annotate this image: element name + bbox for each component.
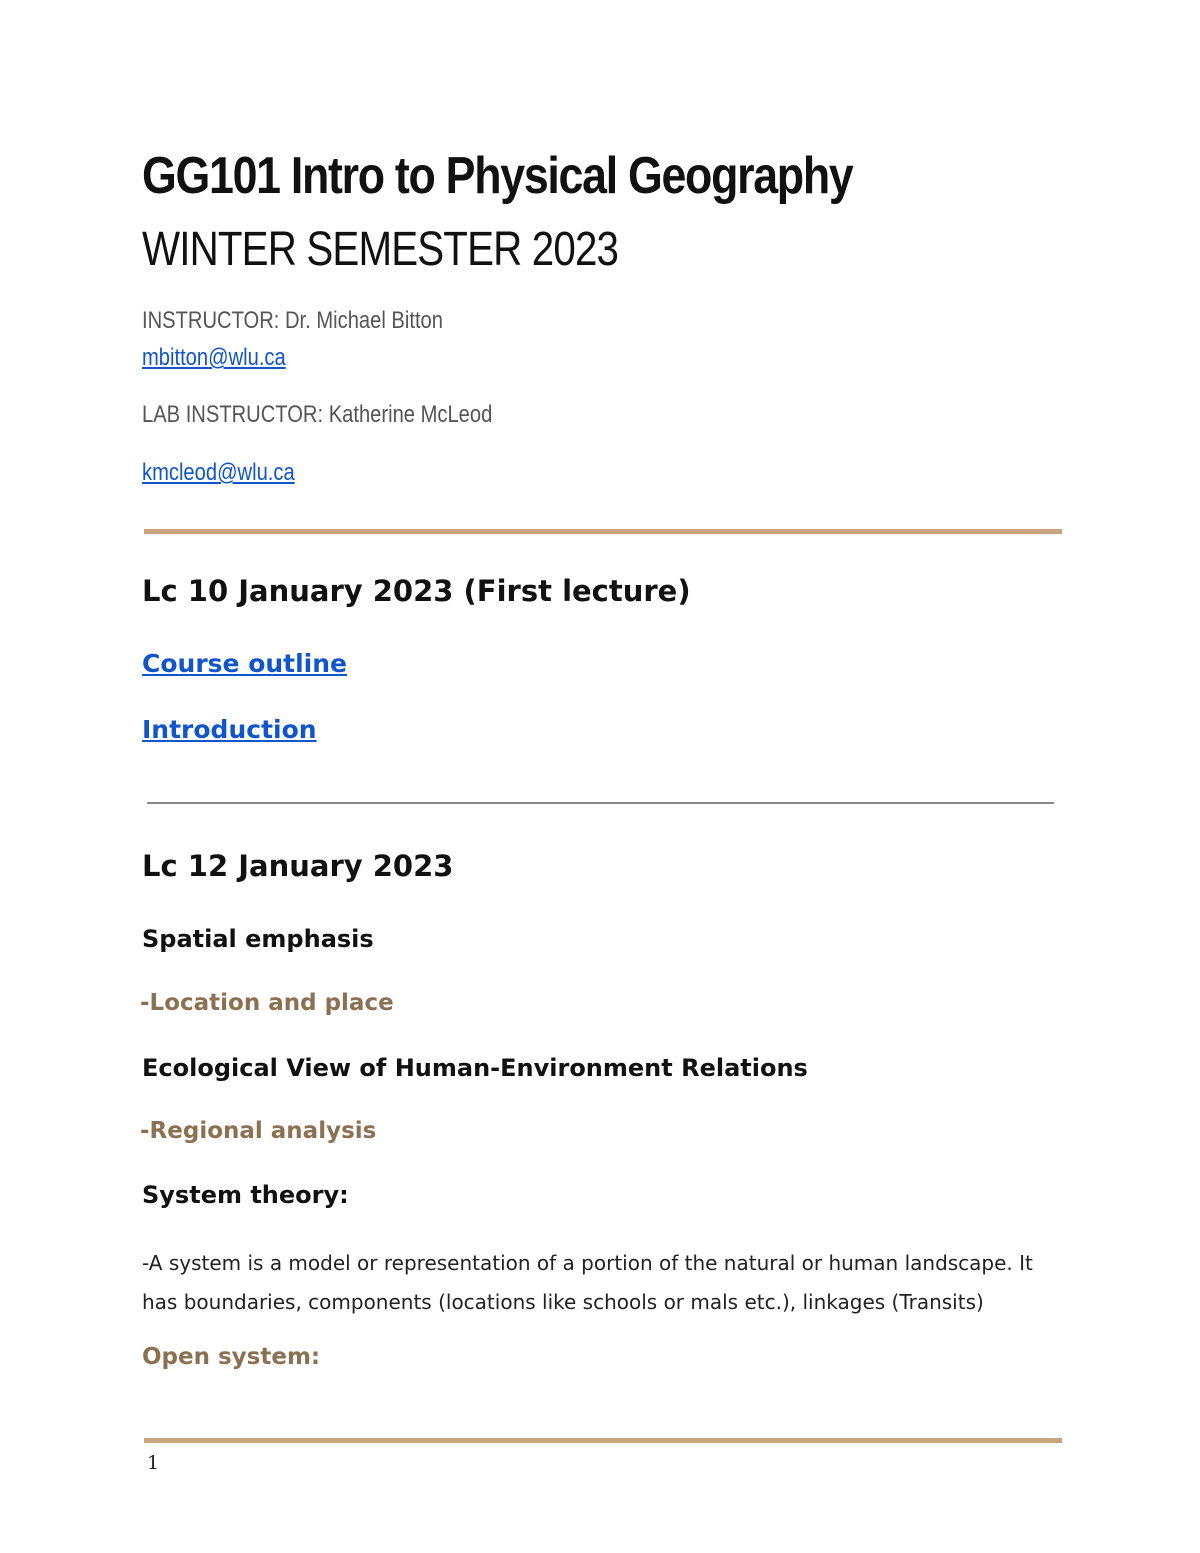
spatial-emphasis-heading: Spatial emphasis — [142, 925, 374, 953]
regional-analysis-point: -Regional analysis — [140, 1118, 377, 1144]
ecological-view-heading: Ecological View of Human-Environment Relations — [142, 1054, 808, 1082]
document-subtitle: WINTER SEMESTER 2023 — [142, 223, 619, 276]
lecture-heading-jan-10: Lc 10 January 2023 (First lecture) — [142, 574, 691, 608]
instructor-label: INSTRUCTOR: Dr. Michael Bitton — [142, 307, 443, 334]
system-theory-paragraph: -A system is a model or representation of a portion of the natural or human landscape. It has boundaries, components (locations like schools or mals etc.), linkages (Transits) — [142, 1251, 1033, 1314]
open-system-heading: Open system: — [142, 1344, 321, 1370]
instructor-email-link[interactable]: mbitton@wlu.ca — [142, 344, 286, 371]
course-outline-link[interactable]: Course outline — [142, 649, 348, 678]
lab-instructor-label: LAB INSTRUCTOR: Katherine McLeod — [142, 401, 493, 428]
location-place-point: -Location and place — [140, 990, 394, 1016]
page-number: 1 — [147, 1452, 160, 1474]
section-divider-gold — [144, 529, 1062, 534]
system-theory-heading: System theory: — [142, 1181, 349, 1209]
lab-instructor-email-link[interactable]: kmcleod@wlu.ca — [142, 459, 295, 486]
document-title: GG101 Intro to Physical Geography — [142, 147, 853, 205]
footer-divider-gold — [144, 1438, 1062, 1443]
lecture-heading-jan-12: Lc 12 January 2023 — [142, 849, 454, 883]
section-divider-gray — [147, 802, 1054, 804]
introduction-link[interactable]: Introduction — [142, 715, 317, 744]
